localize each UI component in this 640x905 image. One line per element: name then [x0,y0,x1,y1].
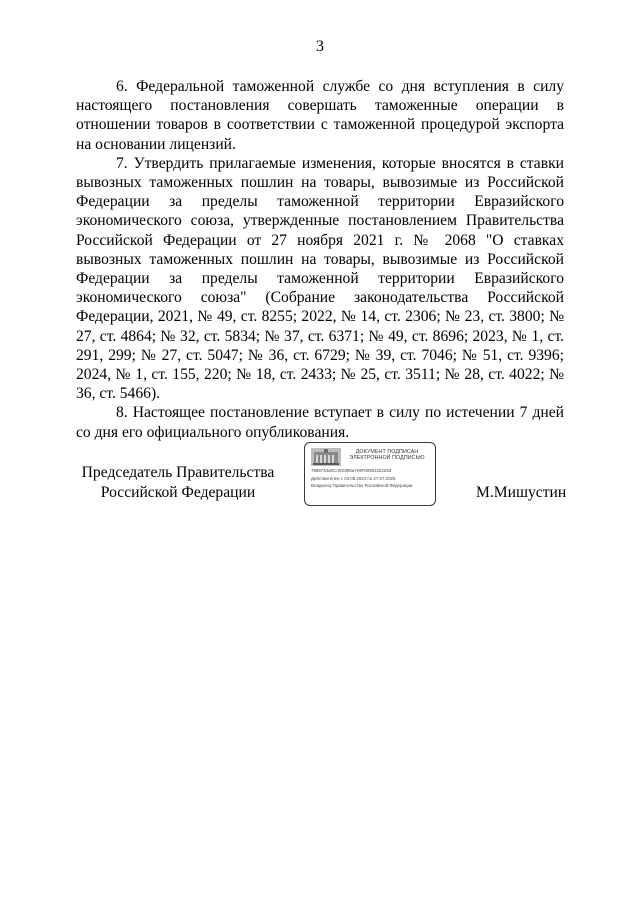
government-building-icon [311,448,341,466]
stamp-validity: Действителен с 03.05.2024 по 27.07.2025 [311,476,396,481]
page-number: 3 [316,38,324,55]
signer-name: М.Мишустин [476,484,567,501]
signer-title-line1: Председатель Правительства [81,464,275,481]
electronic-signature-stamp [304,442,436,506]
stamp-certificate: 7885744a0CAE0396a7e9F0098125225d [311,468,392,473]
signer-title [78,463,278,503]
signer-title-line2: Российской Федерации [100,484,256,501]
paragraph-8: 8. Настоящее постановление вступает в силу по истечении 7 дней со дня его официального опубликования. [76,404,564,441]
paragraph-6: 6. Федеральной таможенной службе со дня вступления в силу настоящего постановления совершать таможенные операции в отношении товаров в соответствии с таможенной процедурой экспорта на основании лицензий. [76,78,564,153]
stamp-owner: Владелец Правительство Российской Федерации [311,483,413,488]
document-body [76,77,564,442]
stamp-header-line1: ДОКУМЕНТ ПОДПИСАН [355,449,419,455]
paragraph-7: 7. Утвердить прилагаемые изменения, которые вносятся в ставки вывозных таможенных пошлин на товары, вывозимые из Российской Федерации за пределы таможенной территории Евразийского экономического союза, утвержденные постановлением Правительства Российской Федерации от 27 ноября 2021 г. № 2068 "О ставках вывозных таможенных пошлин на товары, вывозимые из Российской Федерации за пределы таможенной территории Евразийского экономического союза" (Собрание законодательства Российской Федерации, 2021, № 49, ст. 8255; 2022, № 14, ст. 2306; № 23, ст. 3800; № 27, ст. 4864; № 32, ст. 5834; № 37, ст. 6371; № 49, ст. 8696; 2023, № 1, ст. 291, 299; № 27, ст. 5047; № 36, ст. 6729; № 39, ст. 7046; № 51, ст. 9396; 2024, № 1, ст. 155, 220; № 18, ст. 2433; № 25, ст. 3511; № 28, ст. 4022; № 36, ст. 5466). [76,154,564,403]
stamp-header [341,449,433,462]
stamp-header-line2: ЭЛЕКТРОННОЙ ПОДПИСЬЮ [349,455,425,462]
